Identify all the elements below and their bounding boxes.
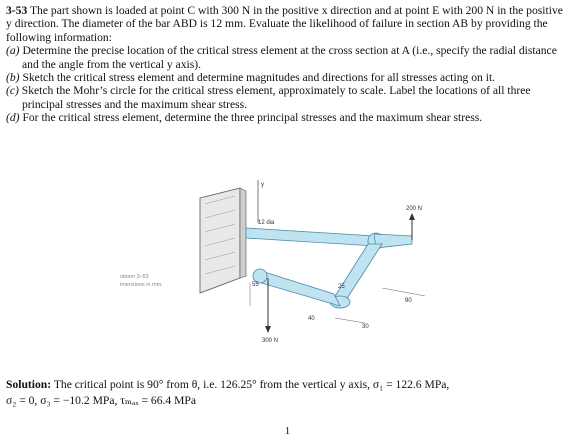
wall — [200, 188, 246, 293]
part-text: Sketch the critical stress element and determine magnitudes and directions for all stresses acting on it. — [22, 71, 496, 85]
force-200n-arrowhead — [409, 213, 415, 220]
problem-part-b — [6, 71, 566, 84]
part-text: For the critical stress element, determine the three principal stresses and the maximum shear stress. — [22, 111, 483, 125]
problem-intro-text: The part shown is loaded at point C with 300 N in the positive x direction and at point E with 200 N in the positive y direction. The diameter of the bar ABD is 12 mm. Evaluate the likelihood of failure in section AB by providing the following information: — [6, 4, 563, 44]
dim-25-label: 25 — [338, 284, 345, 290]
problem-parts-list — [6, 44, 566, 124]
problem-part-a — [6, 44, 566, 71]
figure-caption-line1: oblem 3–53 — [120, 274, 149, 280]
shaft-ab — [246, 228, 384, 249]
part-label: (d) — [6, 111, 20, 125]
problem-number: 3-53 — [6, 4, 28, 17]
page-number: 1 — [284, 425, 291, 437]
arm-e — [374, 213, 415, 248]
force-300n-arrowhead — [265, 326, 271, 333]
problem-statement — [6, 4, 566, 125]
dim-line-40 — [335, 318, 365, 323]
force-200n-label: 200 N — [406, 206, 423, 212]
part-drawing — [120, 178, 450, 368]
part-label: (a) — [6, 44, 20, 58]
arm-c — [253, 269, 340, 333]
part-text: Sketch the Mohr’s circle for the critical stress element, approximately to scale. Label the locations of all three principal stresses and the maximum shear stress. — [21, 84, 531, 111]
part-text: Determine the precise location of the critical stress element at the cross section at A (i.e., specify the radial distance and the angle from the vertical y axis). — [22, 44, 557, 71]
figure-caption-line2: imensions in mm. — [120, 282, 163, 288]
dim-90-label: 90 — [405, 298, 412, 304]
dim-line-90 — [382, 288, 425, 296]
problem-part-c — [6, 84, 566, 111]
problem-intro — [6, 4, 566, 44]
solution-block — [6, 377, 568, 409]
solution-line-1 — [6, 377, 568, 393]
y-axis-label: y — [261, 182, 264, 188]
solution-line-1-text: The critical point is 90° from θ, i.e. 126.25° from the vertical y axis, σ₁ = 122.6 MPa, — [53, 378, 450, 391]
problem-part-d — [6, 111, 566, 124]
link-bd — [330, 244, 382, 308]
dim-30-label: 30 — [362, 324, 369, 330]
part-label: (b) — [6, 71, 20, 85]
solution-heading: Solution: — [6, 378, 52, 391]
dim-55-label: 55 — [252, 282, 259, 288]
dim-40-label: 40 — [308, 316, 315, 322]
diameter-label: 12 dia — [258, 220, 275, 226]
part-label: (c) — [6, 84, 19, 98]
problem-figure — [120, 178, 450, 368]
force-300n-label: 300 N — [262, 338, 279, 344]
solution-line-2: σ₂ = 0, σ₃ = −10.2 MPa, τₘₐₓ = 66.4 MPa — [6, 394, 197, 407]
